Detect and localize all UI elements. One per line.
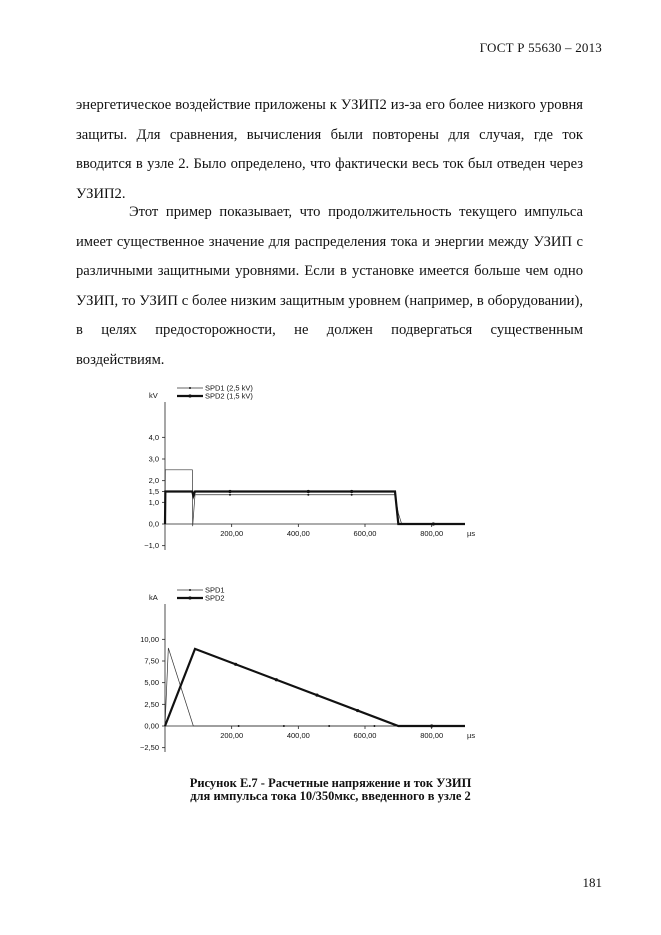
series-marker-2 (307, 490, 310, 493)
series-marker-2 (350, 490, 353, 493)
x-tick-label: 600,00 (353, 529, 377, 538)
y-tick-label: 2,0 (148, 476, 159, 486)
legend-marker-2 (188, 394, 191, 397)
series-marker-2 (275, 678, 278, 681)
series-marker-2 (234, 663, 237, 666)
x-tick-label: 400,00 (286, 731, 310, 740)
caption-line-1: Рисунок Е.7 - Расчетные напряжение и ток УЗИП (189, 776, 472, 790)
series-marker-1 (373, 725, 375, 727)
series-marker-1 (283, 725, 285, 727)
legend-marker-1 (189, 387, 191, 389)
y-tick-label: 5,00 (144, 678, 159, 688)
x-tick-label: 200,00 (220, 529, 244, 538)
current-chart (135, 582, 495, 767)
caption-line-2: для импульса тока 10/350мкс, введенного в узле 2 (190, 789, 471, 803)
legend-label-1: SPD1 (205, 585, 225, 595)
y-tick-label: 0,00 (144, 721, 159, 731)
legend-label-2: SPD2 (1,5 kV) (205, 391, 253, 401)
page-number: 181 (582, 875, 602, 890)
x-tick-label: 800,00 (420, 731, 444, 740)
series-marker-1 (351, 494, 353, 496)
series-line-1 (165, 648, 465, 726)
series-marker-2 (356, 709, 359, 712)
y-tick-label: −2,50 (140, 743, 159, 753)
series-line-2 (165, 492, 465, 525)
y-tick-label: 1,5 (148, 487, 159, 496)
series-marker-2 (432, 522, 435, 525)
series-line-2 (165, 649, 465, 726)
x-tick-label: 200,00 (220, 731, 244, 740)
legend-label-2: SPD2 (205, 593, 225, 603)
series-marker-2 (315, 694, 318, 697)
y-tick-label: −1,0 (144, 541, 159, 551)
y-tick-label: 2,50 (144, 699, 159, 709)
series-marker-1 (328, 725, 330, 727)
current-chart-svg (135, 582, 495, 762)
y-axis-label: kV (149, 391, 158, 400)
y-axis-label: kA (149, 593, 158, 602)
paragraph-2: Этот пример показывает, что продолжительность текущего импульса имеет существенное значение для распределения тока и энергии между УЗИП с различными защитными уровнями. Если в установке имеется больше чем одно УЗИП, то УЗИП с более низким защитным уровнем (например, в оборудовании), в целях предосторожности, не должен подвергаться существенным воздействиям. (76, 204, 583, 368)
series-marker-1 (229, 494, 231, 496)
x-tick-label: 800,00 (420, 529, 444, 538)
series-marker-1 (238, 725, 240, 727)
legend-marker-2 (188, 596, 191, 599)
series-marker-1 (307, 494, 309, 496)
series-marker-2 (228, 490, 231, 493)
paragraph-1: энергетическое воздействие приложены к УЗИП2 из-за его более низкого уровня защиты. Для сравнения, вычисления были повторены для случая, где ток вводится в узле 2. Было определено, что фактически весь ток был отведен через УЗИП2. (76, 97, 583, 202)
x-axis-label: µs (467, 731, 476, 740)
series-marker-2 (430, 724, 433, 727)
x-axis-label: µs (467, 529, 476, 538)
x-tick-label: 400,00 (286, 529, 310, 538)
legend-marker-1 (189, 589, 191, 591)
figure-caption (0, 777, 661, 803)
voltage-chart (135, 380, 495, 565)
y-tick-label: 10,00 (140, 634, 159, 644)
document-header: ГОСТ Р 55630 – 2013 (479, 40, 602, 55)
series-line-1 (165, 470, 465, 526)
y-tick-label: 4,0 (148, 432, 159, 442)
x-tick-label: 600,00 (353, 731, 377, 740)
legend-label-1: SPD1 (2,5 kV) (205, 383, 253, 393)
y-tick-label: 7,50 (144, 656, 159, 666)
y-tick-label: 3,0 (148, 454, 159, 464)
y-tick-label: 0,0 (148, 519, 159, 529)
y-tick-label: 1,0 (148, 497, 159, 507)
voltage-chart-svg (135, 380, 495, 560)
